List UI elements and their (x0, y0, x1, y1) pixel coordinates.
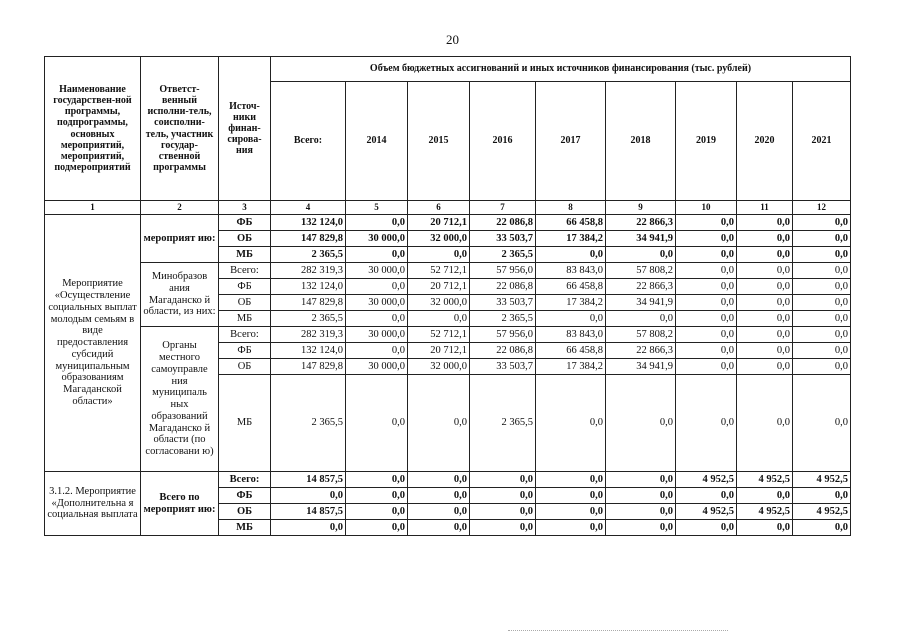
value-cell: 0,0 (737, 327, 793, 343)
table-row (45, 215, 851, 231)
value-cell: 17 384,2 (536, 231, 606, 247)
value-cell: 282 319,3 (271, 327, 346, 343)
value-cell: 83 843,0 (536, 263, 606, 279)
value-cell: 4 952,5 (676, 472, 737, 488)
column-number: 8 (536, 201, 606, 215)
value-cell: 0,0 (737, 231, 793, 247)
value-cell: 4 952,5 (793, 472, 851, 488)
measure-name: 3.1.2. Мероприятие «Дополнительна я социальная выплата (45, 472, 141, 536)
value-cell: 0,0 (737, 343, 793, 359)
value-cell: 0,0 (606, 488, 676, 504)
value-cell: 0,0 (793, 375, 851, 472)
value-cell: 0,0 (346, 215, 408, 231)
value-cell: 20 712,1 (408, 279, 470, 295)
page-number: 20 (446, 32, 459, 47)
value-cell: 0,0 (271, 520, 346, 536)
source-cell: ОБ (219, 359, 271, 375)
value-cell: 0,0 (606, 520, 676, 536)
value-cell: 30 000,0 (346, 295, 408, 311)
value-cell: 0,0 (408, 247, 470, 263)
value-cell: 22 086,8 (470, 343, 536, 359)
value-cell: 20 712,1 (408, 343, 470, 359)
value-cell: 0,0 (606, 504, 676, 520)
value-cell: 0,0 (536, 247, 606, 263)
value-cell: 33 503,7 (470, 295, 536, 311)
column-number: 11 (737, 201, 793, 215)
value-cell: 0,0 (793, 279, 851, 295)
executor-cell: Органы местного самоуправле ния муниципаль ных образований Магаданско й области (по согласовани ю) (141, 327, 219, 472)
column-number: 7 (470, 201, 536, 215)
value-cell: 0,0 (408, 311, 470, 327)
value-cell: 57 956,0 (470, 263, 536, 279)
value-cell: 0,0 (271, 488, 346, 504)
value-cell: 0,0 (346, 375, 408, 472)
value-cell: 0,0 (408, 472, 470, 488)
value-cell: 0,0 (676, 488, 737, 504)
value-cell: 0,0 (737, 488, 793, 504)
value-cell: 0,0 (470, 504, 536, 520)
source-cell: Всего: (219, 472, 271, 488)
source-cell: ФБ (219, 215, 271, 231)
value-cell: 0,0 (346, 279, 408, 295)
header-year: 2018 (606, 82, 676, 201)
value-cell: 32 000,0 (408, 231, 470, 247)
table-row (45, 327, 851, 343)
header-year: 2014 (346, 82, 408, 201)
value-cell: 147 829,8 (271, 295, 346, 311)
value-cell: 0,0 (346, 488, 408, 504)
value-cell: 132 124,0 (271, 279, 346, 295)
value-cell: 0,0 (737, 215, 793, 231)
value-cell: 0,0 (346, 247, 408, 263)
header-total: Всего: (271, 82, 346, 201)
value-cell: 22 086,8 (470, 215, 536, 231)
value-cell: 0,0 (676, 520, 737, 536)
value-cell: 147 829,8 (271, 231, 346, 247)
budget-table (44, 56, 851, 536)
column-number: 5 (346, 201, 408, 215)
value-cell: 0,0 (737, 311, 793, 327)
value-cell: 0,0 (536, 311, 606, 327)
table-header (45, 57, 851, 201)
value-cell: 147 829,8 (271, 359, 346, 375)
value-cell: 2 365,5 (271, 247, 346, 263)
value-cell: 0,0 (737, 279, 793, 295)
value-cell: 57 956,0 (470, 327, 536, 343)
header-year: 2016 (470, 82, 536, 201)
value-cell: 0,0 (676, 359, 737, 375)
column-number: 1 (45, 201, 141, 215)
value-cell: 0,0 (793, 488, 851, 504)
value-cell: 0,0 (676, 375, 737, 472)
value-cell: 4 952,5 (737, 472, 793, 488)
value-cell: 0,0 (676, 311, 737, 327)
value-cell: 22 866,3 (606, 215, 676, 231)
source-cell: МБ (219, 311, 271, 327)
value-cell: 0,0 (408, 504, 470, 520)
executor-cell: Всего по мероприят ию: (141, 472, 219, 536)
executor-cell: Минобразов ания Магаданско й области, из них: (141, 263, 219, 327)
value-cell: 0,0 (793, 327, 851, 343)
value-cell: 66 458,8 (536, 215, 606, 231)
value-cell: 282 319,3 (271, 263, 346, 279)
value-cell: 0,0 (737, 520, 793, 536)
value-cell: 0,0 (536, 375, 606, 472)
source-cell: Всего: (219, 263, 271, 279)
value-cell: 0,0 (470, 520, 536, 536)
value-cell: 83 843,0 (536, 327, 606, 343)
value-cell: 0,0 (536, 472, 606, 488)
value-cell: 14 857,5 (271, 472, 346, 488)
value-cell: 66 458,8 (536, 279, 606, 295)
header-year: 2015 (408, 82, 470, 201)
value-cell: 0,0 (737, 359, 793, 375)
value-cell: 14 857,5 (271, 504, 346, 520)
value-cell: 0,0 (793, 247, 851, 263)
header-year: 2019 (676, 82, 737, 201)
source-cell: ФБ (219, 488, 271, 504)
value-cell: 0,0 (793, 359, 851, 375)
value-cell: 0,0 (346, 311, 408, 327)
value-cell: 66 458,8 (536, 343, 606, 359)
value-cell: 0,0 (676, 215, 737, 231)
value-cell: 0,0 (536, 488, 606, 504)
value-cell: 22 866,3 (606, 279, 676, 295)
value-cell: 0,0 (737, 247, 793, 263)
value-cell: 2 365,5 (470, 247, 536, 263)
value-cell: 0,0 (606, 472, 676, 488)
header-source: Источ-ники финан-сирова-ния (219, 57, 271, 201)
source-cell: ФБ (219, 279, 271, 295)
value-cell: 0,0 (793, 520, 851, 536)
source-cell: МБ (219, 375, 271, 472)
value-cell: 0,0 (536, 504, 606, 520)
value-cell: 2 365,5 (271, 375, 346, 472)
value-cell: 4 952,5 (676, 504, 737, 520)
value-cell: 0,0 (346, 504, 408, 520)
column-number: 4 (271, 201, 346, 215)
value-cell: 0,0 (676, 247, 737, 263)
value-cell: 57 808,2 (606, 327, 676, 343)
value-cell: 0,0 (408, 375, 470, 472)
value-cell: 34 941,9 (606, 231, 676, 247)
header-name: Наименование государствен-ной программы, подпрограммы, основных мероприятий, мероприятий, подмероприятий (45, 57, 141, 201)
value-cell: 17 384,2 (536, 359, 606, 375)
value-cell: 2 365,5 (271, 311, 346, 327)
value-cell: 0,0 (346, 520, 408, 536)
value-cell: 0,0 (676, 231, 737, 247)
value-cell: 0,0 (408, 520, 470, 536)
measure-name: Мероприятие «Осуществление социальных выплат молодым семьям в виде предоставления субсидий муниципальным образованиям Магаданской области» (45, 215, 141, 472)
source-cell: МБ (219, 520, 271, 536)
value-cell: 0,0 (676, 263, 737, 279)
source-cell: ОБ (219, 295, 271, 311)
value-cell: 0,0 (793, 215, 851, 231)
source-cell: Всего: (219, 327, 271, 343)
value-cell: 32 000,0 (408, 295, 470, 311)
value-cell: 30 000,0 (346, 359, 408, 375)
value-cell: 0,0 (793, 343, 851, 359)
table-row (45, 263, 851, 279)
value-cell: 0,0 (793, 295, 851, 311)
header-volume: Объем бюджетных ассигнований и иных источников финансирования (тыс. рублей) (271, 57, 851, 82)
column-number: 12 (793, 201, 851, 215)
header-year: 2017 (536, 82, 606, 201)
value-cell: 0,0 (606, 375, 676, 472)
value-cell: 132 124,0 (271, 215, 346, 231)
value-cell: 30 000,0 (346, 327, 408, 343)
value-cell: 0,0 (793, 231, 851, 247)
value-cell: 0,0 (606, 311, 676, 327)
source-cell: ОБ (219, 231, 271, 247)
header-executor: Ответст-венный исполни-тель, соисполни-тель, участник государ-ственной программы (141, 57, 219, 201)
value-cell: 132 124,0 (271, 343, 346, 359)
value-cell: 32 000,0 (408, 359, 470, 375)
value-cell: 0,0 (536, 520, 606, 536)
column-number: 9 (606, 201, 676, 215)
value-cell: 0,0 (470, 472, 536, 488)
value-cell: 52 712,1 (408, 327, 470, 343)
executor-cell: мероприят ию: (141, 215, 219, 263)
source-cell: ОБ (219, 504, 271, 520)
value-cell: 4 952,5 (793, 504, 851, 520)
header-year: 2021 (793, 82, 851, 201)
value-cell: 0,0 (606, 247, 676, 263)
column-number: 10 (676, 201, 737, 215)
value-cell: 2 365,5 (470, 375, 536, 472)
value-cell: 0,0 (346, 472, 408, 488)
value-cell: 52 712,1 (408, 263, 470, 279)
value-cell: 4 952,5 (737, 504, 793, 520)
value-cell: 17 384,2 (536, 295, 606, 311)
scan-artifact (508, 630, 728, 635)
value-cell: 20 712,1 (408, 215, 470, 231)
column-number: 6 (408, 201, 470, 215)
value-cell: 0,0 (737, 295, 793, 311)
header-year: 2020 (737, 82, 793, 201)
table-row (45, 472, 851, 488)
value-cell: 0,0 (408, 488, 470, 504)
value-cell: 0,0 (793, 311, 851, 327)
source-cell: ФБ (219, 343, 271, 359)
value-cell: 57 808,2 (606, 263, 676, 279)
value-cell: 34 941,9 (606, 295, 676, 311)
value-cell: 0,0 (676, 343, 737, 359)
value-cell: 22 086,8 (470, 279, 536, 295)
value-cell: 0,0 (737, 375, 793, 472)
source-cell: МБ (219, 247, 271, 263)
value-cell: 0,0 (470, 488, 536, 504)
value-cell: 0,0 (793, 263, 851, 279)
column-number: 2 (141, 201, 219, 215)
value-cell: 0,0 (346, 343, 408, 359)
value-cell: 33 503,7 (470, 231, 536, 247)
value-cell: 22 866,3 (606, 343, 676, 359)
column-number-row (45, 201, 851, 215)
value-cell: 0,0 (676, 279, 737, 295)
value-cell: 0,0 (737, 263, 793, 279)
value-cell: 2 365,5 (470, 311, 536, 327)
value-cell: 0,0 (676, 295, 737, 311)
value-cell: 34 941,9 (606, 359, 676, 375)
column-number: 3 (219, 201, 271, 215)
value-cell: 30 000,0 (346, 263, 408, 279)
value-cell: 33 503,7 (470, 359, 536, 375)
value-cell: 30 000,0 (346, 231, 408, 247)
value-cell: 0,0 (676, 327, 737, 343)
